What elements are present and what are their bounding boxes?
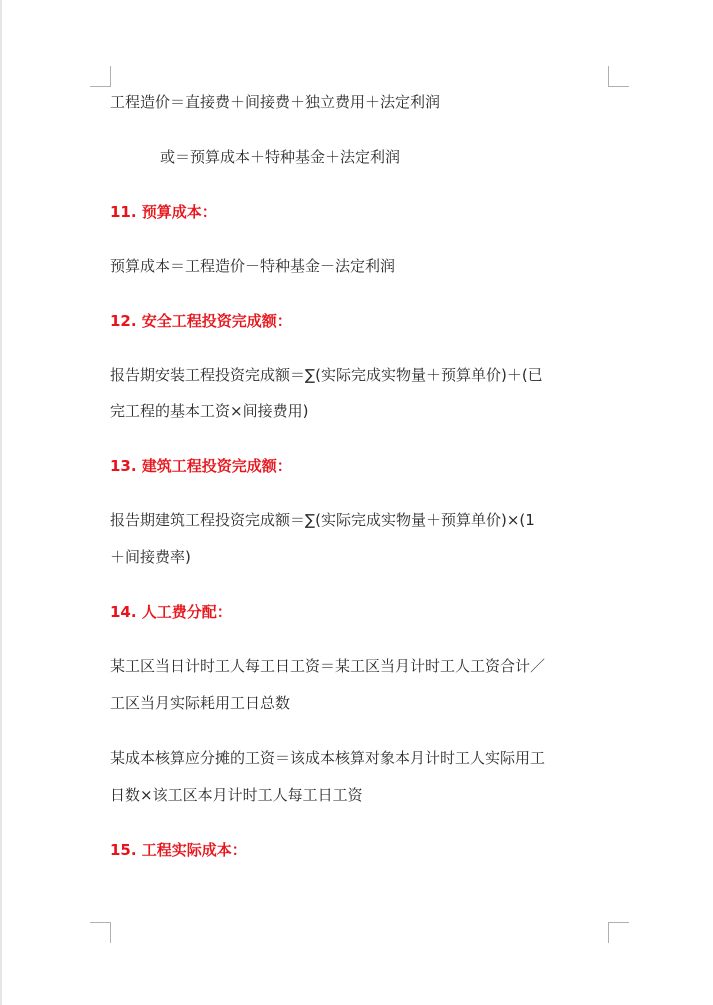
section-heading: 13. 建筑工程投资完成额：	[110, 457, 292, 475]
formula-line-continued: 日数×该工区本月计时工人每工日工资	[110, 786, 363, 804]
formula-line: 某成本核算应分摊的工资＝该成本核算对象本月计时工人实际用工	[110, 749, 546, 767]
margin-corner-bottom-left	[90, 922, 111, 943]
section-heading: 11. 预算成本：	[110, 203, 217, 221]
page-left-edge	[0, 0, 2, 1005]
formula-line-continued: 完工程的基本工资×间接费用)	[110, 402, 309, 420]
formula-line-continued: 工区当月实际耗用工日总数	[110, 694, 291, 712]
formula-line: 报告期安装工程投资完成额＝∑(实际完成实物量＋预算单价)＋(已	[110, 366, 543, 384]
section-heading: 12. 安全工程投资完成额：	[110, 312, 292, 330]
formula-line: 报告期建筑工程投资完成额＝∑(实际完成实物量＋预算单价)×(1	[110, 511, 535, 529]
section-heading: 14. 人工费分配：	[110, 603, 232, 621]
margin-corner-top-left	[90, 66, 111, 87]
formula-line: 预算成本＝工程造价－特种基金－法定利润	[110, 257, 396, 275]
formula-line: 或＝预算成本＋特种基金＋法定利润	[160, 148, 401, 166]
margin-corner-top-right	[608, 66, 629, 87]
formula-line-continued: ＋间接费率)	[110, 548, 191, 566]
formula-line: 某工区当日计时工人每工日工资＝某工区当月计时工人工资合计／	[110, 657, 546, 675]
section-heading: 15. 工程实际成本：	[110, 841, 247, 859]
margin-corner-bottom-right	[608, 922, 629, 943]
formula-line: 工程造价＝直接费＋间接费＋独立费用＋法定利润	[110, 93, 441, 111]
